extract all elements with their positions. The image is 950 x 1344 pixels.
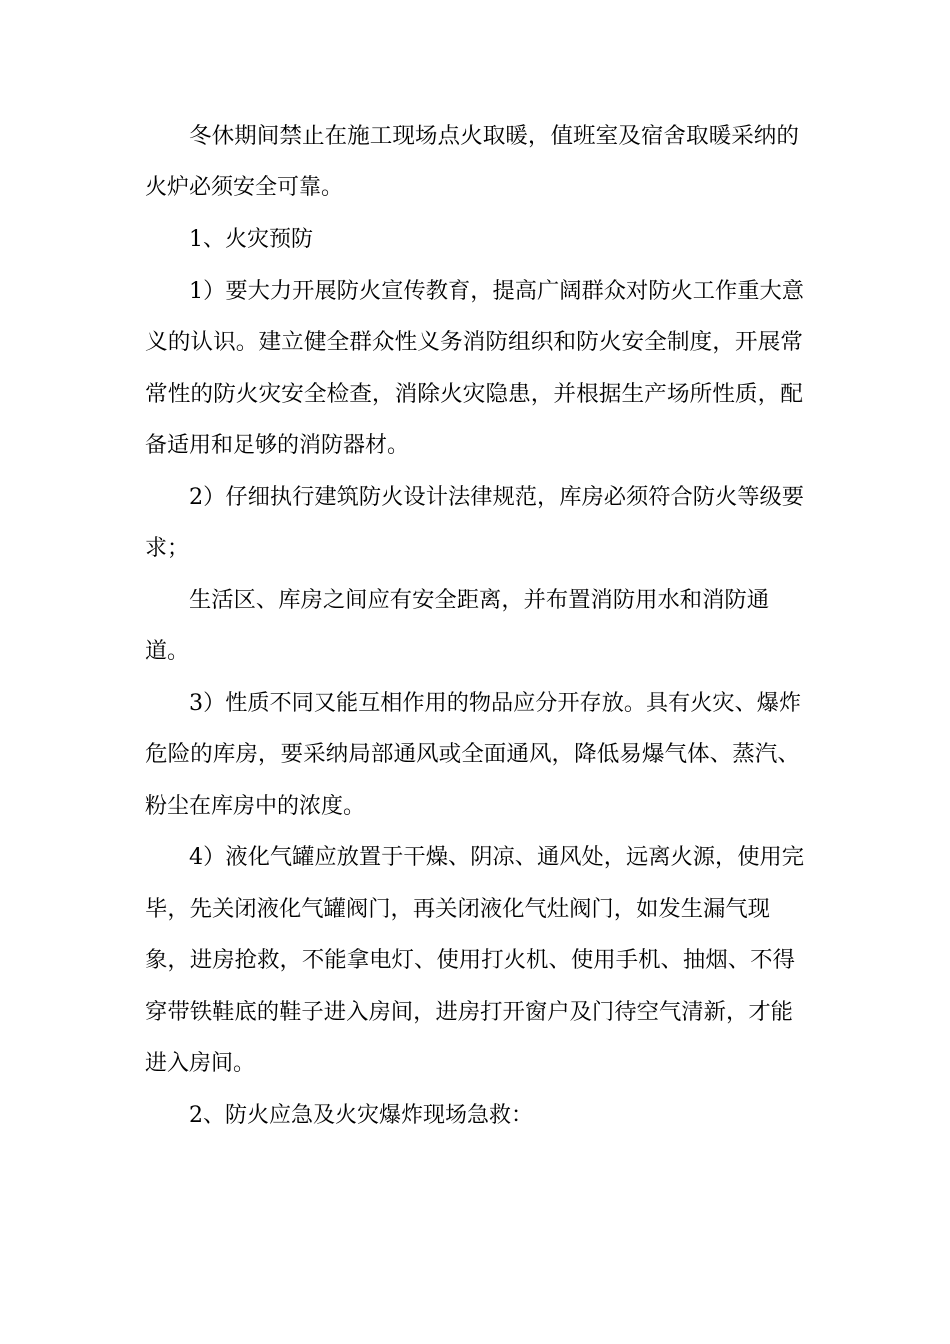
text-line: 毕，先关闭液化气罐阀门，再关闭液化气灶阀门，如发生漏气现 — [145, 897, 771, 922]
text-line: 火炉必须安全可靠。 — [145, 175, 344, 200]
text-line: 进入房间。 — [145, 1051, 256, 1076]
text-line: 道。 — [145, 639, 190, 664]
text-line: 求； — [145, 536, 190, 561]
text-line: 穿带铁鞋底的鞋子进入房间，进房打开窗户及门待空气清新，才能 — [145, 1000, 794, 1025]
text-line: 危险的库房，要采纳局部通风或全面通风，降低易爆气体、蒸汽、 — [145, 742, 800, 767]
text-line: 象，进房抢救，不能拿电灯、使用打火机、使用手机、抽烟、不得 — [145, 948, 796, 973]
text-line: 粉尘在库房中的浓度。 — [145, 794, 366, 819]
text-line: 常性的防火灾安全检查，消除火灾隐患，并根据生产场所性质，配 — [145, 382, 803, 407]
text-line: 冬休期间禁止在施工现场点火取暖，值班室及宿舍取暖采纳的 — [189, 124, 799, 149]
text-line: 义的认识。建立健全群众性义务消防组织和防火安全制度，开展常 — [145, 330, 803, 355]
section-heading: 2、防火应急及火灾爆炸现场急救： — [189, 1103, 533, 1128]
text-line: 1）要大力开展防火宣传教育，提高广阔群众对防火工作重大意 — [189, 279, 804, 304]
section-heading: 1、火灾预防 — [189, 227, 313, 252]
text-line: 4）液化气罐应放置于干燥、阴凉、通风处，远离火源，使用完 — [189, 845, 804, 870]
text-line: 生活区、库房之间应有安全距离，并布置消防用水和消防通 — [189, 588, 770, 613]
text-line: 备适用和足够的消防器材。 — [145, 433, 410, 458]
text-line: 2）仔细执行建筑防火设计法律规范，库房必须符合防火等级要 — [189, 485, 804, 510]
text-line: 3）性质不同又能互相作用的物品应分开存放。具有火灾、爆炸 — [189, 691, 802, 716]
